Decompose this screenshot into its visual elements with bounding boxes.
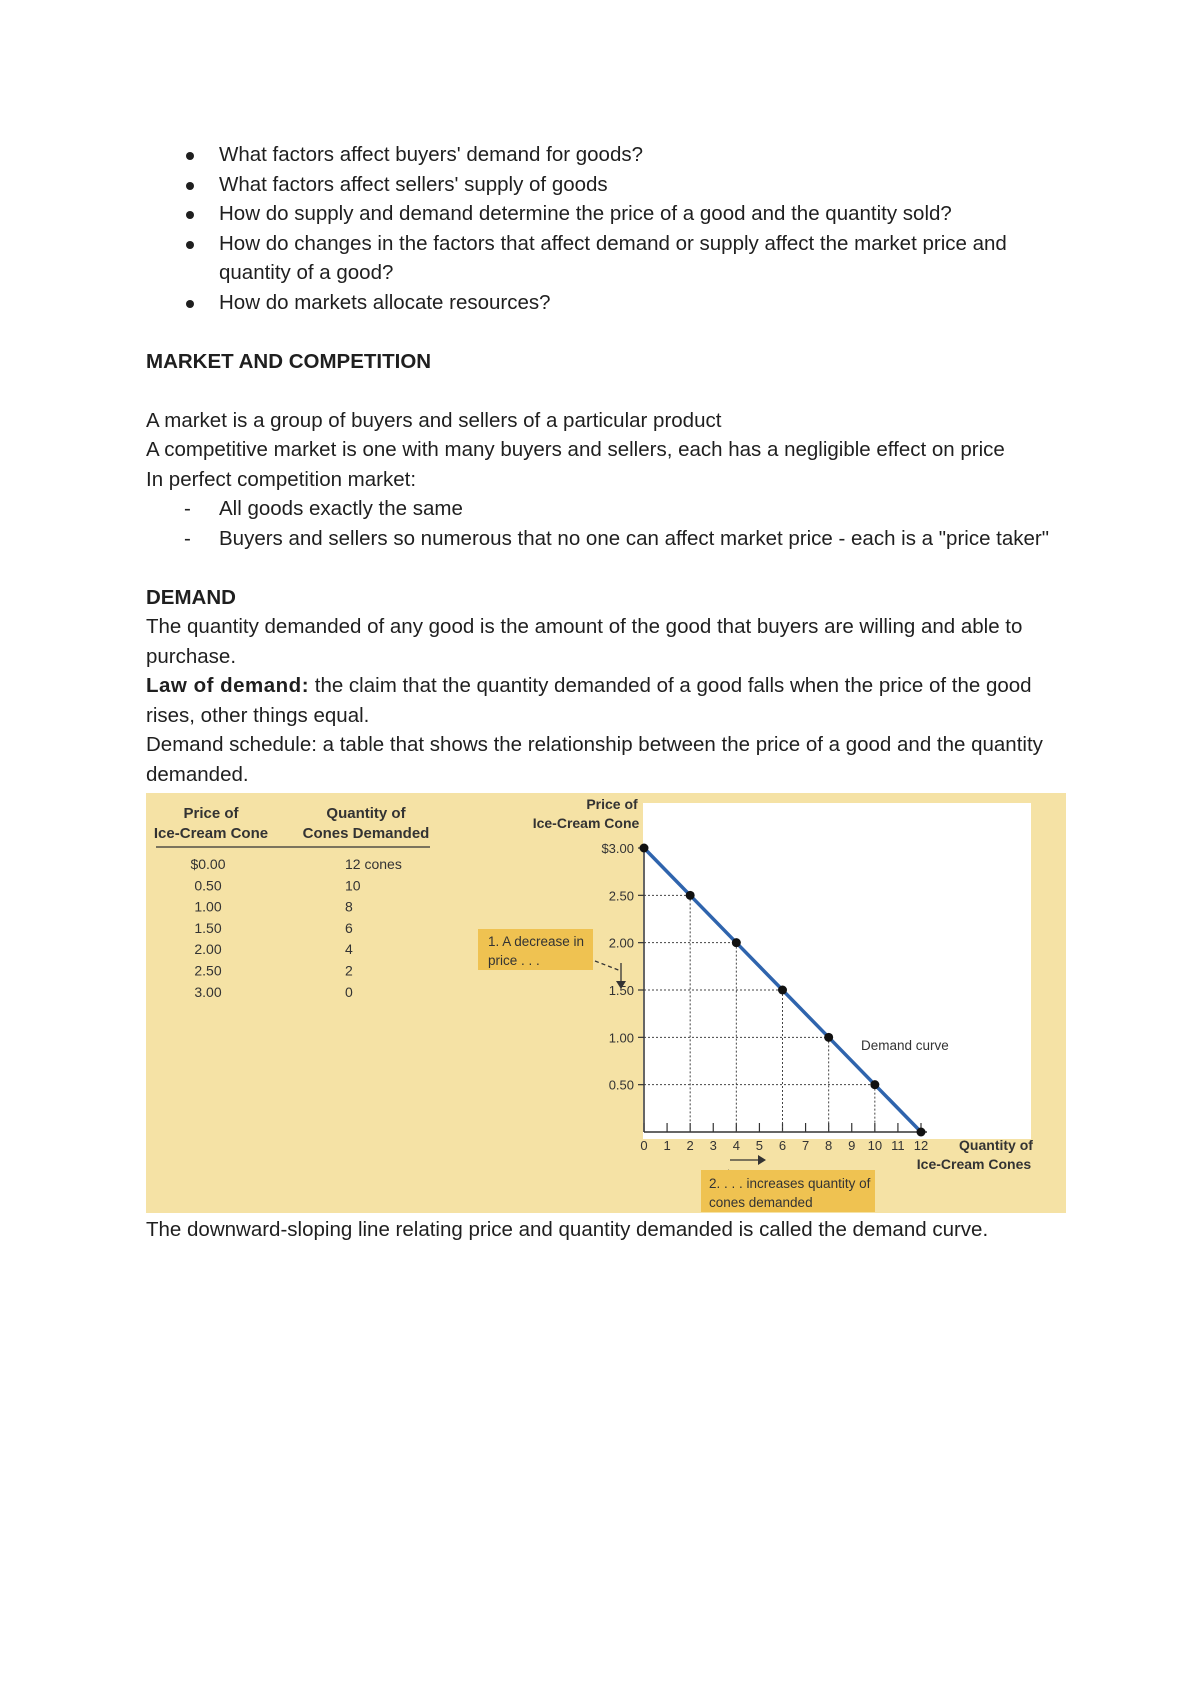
competitive-market-definition: A competitive market is one with many buyers and sellers, each has a negligible effect on price bbox=[146, 438, 1005, 461]
x-tick-label: 0 bbox=[640, 1138, 648, 1153]
x-tick-label: 9 bbox=[848, 1138, 856, 1153]
data-point bbox=[778, 986, 787, 995]
market-definition: A market is a group of buyers and sellers of a particular product bbox=[146, 408, 722, 432]
question-item: What factors affect sellers' supply of goods bbox=[146, 170, 1066, 200]
table-cell-quantity: 6 bbox=[345, 919, 353, 936]
y-tick-label: 1.00 bbox=[608, 1030, 634, 1046]
y-axis-title-line1: Price of bbox=[586, 796, 638, 812]
x-tick-label: 5 bbox=[755, 1138, 764, 1153]
table-header-price-line2: Ice-Cream Cone bbox=[153, 825, 269, 842]
data-point bbox=[732, 938, 741, 947]
data-point bbox=[824, 1033, 833, 1042]
perfect-competition-point: - Buyers and sellers so numerous that no one can affect market price - each is a "price taker" bbox=[146, 524, 1066, 554]
document-page bbox=[146, 140, 1066, 1245]
plot-area bbox=[643, 803, 1031, 1139]
y-tick-label: 0.50 bbox=[608, 1077, 634, 1093]
table-cell-quantity: 2 bbox=[345, 962, 353, 979]
x-tick-label: 1 bbox=[663, 1138, 671, 1153]
demand-curve-label: Demand curve bbox=[861, 1038, 949, 1053]
table-cell-quantity: 0 bbox=[345, 983, 353, 1000]
table-cell-price: 1.00 bbox=[194, 898, 222, 915]
law-of-demand-text: the claim that the quantity demanded of a good falls when the price of the good rises, other things equal. bbox=[146, 674, 1032, 727]
y-tick-label: 2.50 bbox=[608, 888, 634, 904]
x-tick-label: 6 bbox=[778, 1138, 787, 1153]
question-item: How do changes in the factors that affect demand or supply affect the market price and quantity of a good? bbox=[146, 229, 1066, 288]
callout-text-line2: price . . . bbox=[488, 953, 540, 968]
data-point bbox=[870, 1080, 879, 1089]
callout-text-line1: 1. A decrease in bbox=[488, 934, 585, 949]
x-tick-label: 12 bbox=[913, 1138, 929, 1153]
x-tick-label: 2 bbox=[686, 1138, 694, 1153]
data-point bbox=[640, 844, 649, 853]
demand-curve-definition: The downward-sloping line relating price and quantity demanded is called the demand curve. bbox=[146, 1218, 989, 1241]
x-tick-label: 11 bbox=[891, 1138, 905, 1153]
question-item: What factors affect buyers' demand for goods? bbox=[146, 140, 1066, 170]
table-cell-price: $0.00 bbox=[190, 856, 226, 872]
x-tick-label: 8 bbox=[825, 1138, 833, 1153]
quantity-demanded-definition: The quantity demanded of any good is the amount of the good that buyers are willing and able to purchase. bbox=[146, 615, 1023, 668]
perfect-competition-intro: In perfect competition market: bbox=[146, 467, 417, 491]
y-tick-label: 1.50 bbox=[608, 983, 634, 998]
perfect-competition-list bbox=[146, 494, 1066, 553]
table-header-quantity-line2: Cones Demanded bbox=[302, 825, 430, 842]
y-tick-label: $3.00 bbox=[601, 841, 634, 856]
data-point bbox=[686, 891, 695, 900]
x-axis-title-line2: Ice-Cream Cones bbox=[916, 1156, 1032, 1172]
table-header-quantity-line1: Quantity of bbox=[326, 805, 406, 822]
callout-text-line2: cones demanded bbox=[709, 1195, 813, 1210]
table-cell-quantity: 12 cones bbox=[345, 856, 402, 872]
table-cell-price: 3.00 bbox=[194, 983, 222, 1000]
table-cell-quantity: 8 bbox=[345, 898, 353, 915]
demand-heading: DEMAND bbox=[146, 585, 236, 609]
table-cell-quantity: 4 bbox=[345, 941, 353, 958]
y-axis-title-line2: Ice-Cream Cone bbox=[532, 815, 640, 831]
x-tick-label: 10 bbox=[867, 1138, 883, 1153]
x-axis-title-line1: Quantity of bbox=[959, 1137, 1033, 1153]
question-item: How do supply and demand determine the price of a good and the quantity sold? bbox=[146, 199, 1066, 229]
demand-figure bbox=[146, 793, 1066, 1213]
x-tick-label: 3 bbox=[709, 1138, 717, 1153]
question-list bbox=[146, 140, 1066, 317]
x-tick-label: 7 bbox=[801, 1138, 810, 1153]
x-tick-label: 4 bbox=[732, 1138, 740, 1153]
table-cell-price: 0.50 bbox=[194, 877, 222, 894]
demand-schedule-definition: Demand schedule: a table that shows the relationship between the price of a good and the quantity demanded. bbox=[146, 733, 1043, 786]
table-header-price-line1: Price of bbox=[183, 805, 239, 822]
callout-text-line1: 2. . . . increases quantity of bbox=[709, 1176, 871, 1191]
law-of-demand-term: Law of demand: bbox=[146, 674, 310, 697]
perfect-competition-point: - All goods exactly the same bbox=[146, 494, 1066, 524]
table-cell-quantity: 10 bbox=[345, 877, 361, 894]
table-cell-price: 2.50 bbox=[194, 962, 222, 979]
y-tick-label: 2.00 bbox=[608, 935, 634, 951]
table-cell-price: 2.00 bbox=[194, 941, 222, 958]
law-of-demand bbox=[146, 671, 1066, 730]
market-heading: MARKET AND COMPETITION bbox=[146, 349, 432, 373]
data-point bbox=[917, 1128, 926, 1137]
table-cell-price: 1.50 bbox=[194, 919, 222, 936]
question-item: How do markets allocate resources? bbox=[146, 288, 1066, 318]
